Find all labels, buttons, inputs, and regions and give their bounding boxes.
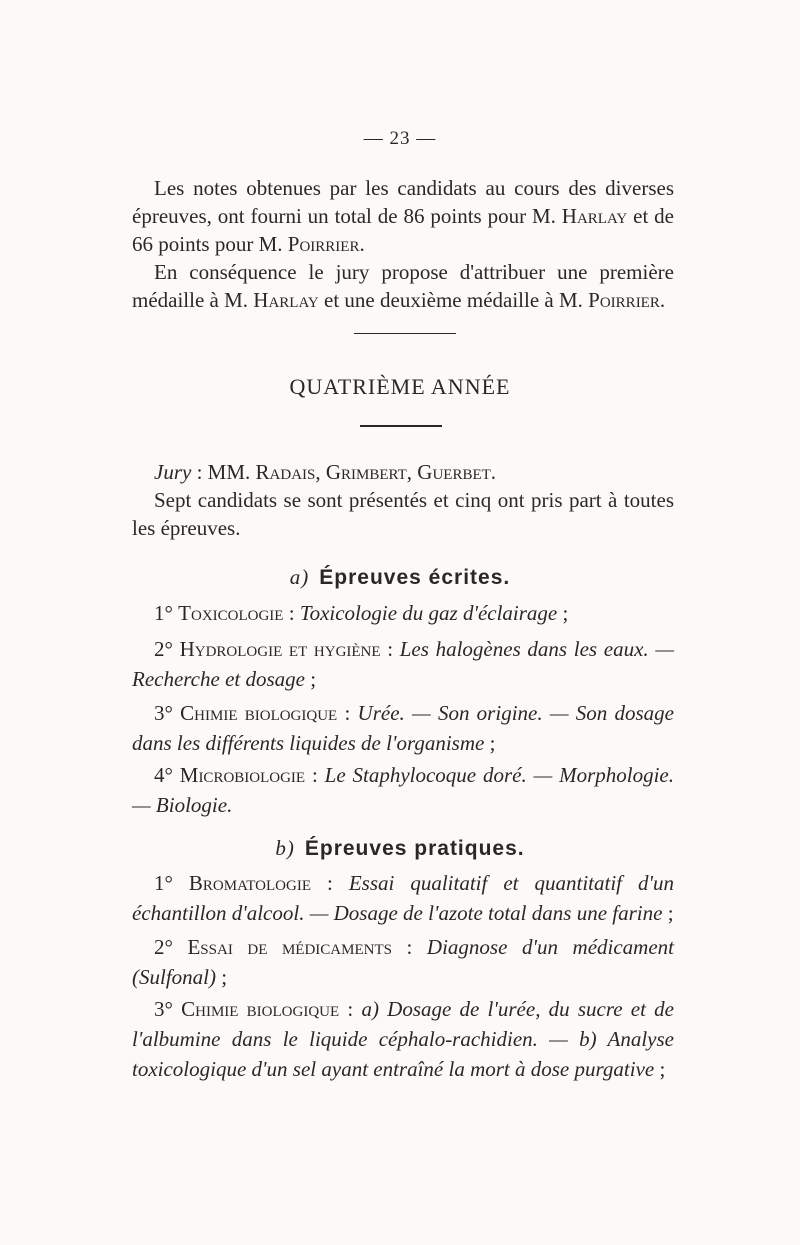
practical-title: Épreuves pratiques.: [304, 837, 525, 860]
intro-text: et de 66 points pour M.: [132, 204, 674, 256]
item-sep: :: [283, 601, 300, 625]
candidate-name: Poirrier: [287, 232, 360, 256]
intro-text: Les notes obtenues par les candidats au cours des diverses épreuves, ont fourni un total de 86 points pour M.: [132, 176, 674, 228]
item-text: Toxicologie du gaz d'éclairage: [299, 601, 558, 625]
section-title: QUATRIÈME ANNÉE: [289, 374, 511, 399]
jury-end: .: [490, 460, 497, 484]
item-text: Urée. — Son origine. — Son dosage dans les différents liquides de l'organisme: [132, 701, 674, 755]
practical-item-2: [132, 932, 674, 992]
item-subject: Bromatologie: [188, 871, 311, 895]
item-end: ;: [304, 667, 317, 691]
item-number: 4°: [154, 763, 173, 787]
item-number: 1°: [154, 871, 173, 895]
item-sep: :: [337, 701, 358, 725]
intro-block: [132, 174, 674, 314]
written-item-4: [132, 760, 674, 820]
intro-text: .: [359, 232, 365, 256]
intro-text: En conséquence le jury propose d'attribuer une première médaille à M.: [132, 260, 674, 312]
written-item-3: [132, 698, 674, 758]
intro-paragraph-2: [132, 258, 674, 314]
candidate-name: Poirrier: [588, 288, 660, 312]
item-number: 2°: [154, 637, 173, 661]
written-item-1: [132, 598, 674, 628]
item-end: ;: [557, 601, 569, 625]
written-title: Épreuves écrites.: [319, 566, 511, 589]
item-text: Diagnose d'un médicament (Sulfonal): [132, 935, 674, 989]
written-exams-heading: [0, 565, 800, 590]
practical-exams-heading: [0, 836, 800, 861]
item-subject: Essai de médicaments: [187, 935, 392, 959]
item-sep: :: [380, 637, 400, 661]
item-sep: :: [310, 871, 349, 895]
jury-label: Jury: [154, 460, 192, 484]
item-end: ;: [662, 901, 674, 925]
item-subject: Toxicologie: [178, 601, 284, 625]
page-number: — 23 —: [363, 128, 437, 149]
practical-item-3: [132, 994, 674, 1084]
practical-label: b): [275, 836, 295, 860]
jury-line: [132, 458, 674, 486]
intro-text: .: [659, 288, 666, 312]
item-end: ;: [216, 965, 228, 989]
item-text: a) Dosage de l'urée, du sucre et de l'albumine dans le liquide céphalo-rachidien. — b) Analyse toxicologique d'un sel ayant entraîné la mort à dose purgative: [132, 997, 675, 1081]
candidate-name: Harlay: [253, 288, 319, 312]
item-number: 3°: [154, 701, 173, 725]
title-underline: [360, 425, 442, 427]
item-end: ;: [484, 731, 496, 755]
jury-sep: : MM.: [191, 460, 256, 484]
jury-block: [132, 458, 674, 542]
item-text: Essai qualitatif et quantitatif d'un échantillon d'alcool. — Dosage de l'azote total dans une farine: [132, 871, 675, 925]
item-end: ;: [654, 1057, 666, 1081]
written-label: a): [289, 565, 310, 589]
intro-paragraph-1: [132, 174, 674, 258]
item-subject: Chimie biologique: [181, 997, 340, 1021]
item-sep: :: [391, 935, 427, 959]
item-sep: :: [339, 997, 362, 1021]
item-sep: :: [305, 763, 325, 787]
item-text: Les halogènes dans les eaux. — Recherche et dosage: [132, 637, 674, 691]
section-divider: [354, 333, 456, 334]
practical-item-1: [132, 868, 674, 928]
item-number: 2°: [154, 935, 173, 959]
candidate-name: Harlay: [561, 204, 628, 228]
candidates-paragraph: Sept candidats se sont présentés et cinq ont pris part à toutes les épreuves.: [132, 488, 674, 540]
item-number: 3°: [154, 997, 173, 1021]
item-subject: Microbiologie: [179, 763, 306, 787]
item-subject: Chimie biologique: [180, 701, 338, 725]
intro-text: et une deuxième médaille à M.: [318, 288, 589, 312]
item-subject: Hydrologie et hygiène: [179, 637, 381, 661]
jury-names: Radais, Grimbert, Guerbet: [255, 460, 491, 484]
item-number: 1°: [154, 601, 173, 625]
item-text: Le Staphylocoque doré. — Morphologie. — Biologie.: [132, 763, 675, 817]
written-item-2: [132, 634, 674, 694]
